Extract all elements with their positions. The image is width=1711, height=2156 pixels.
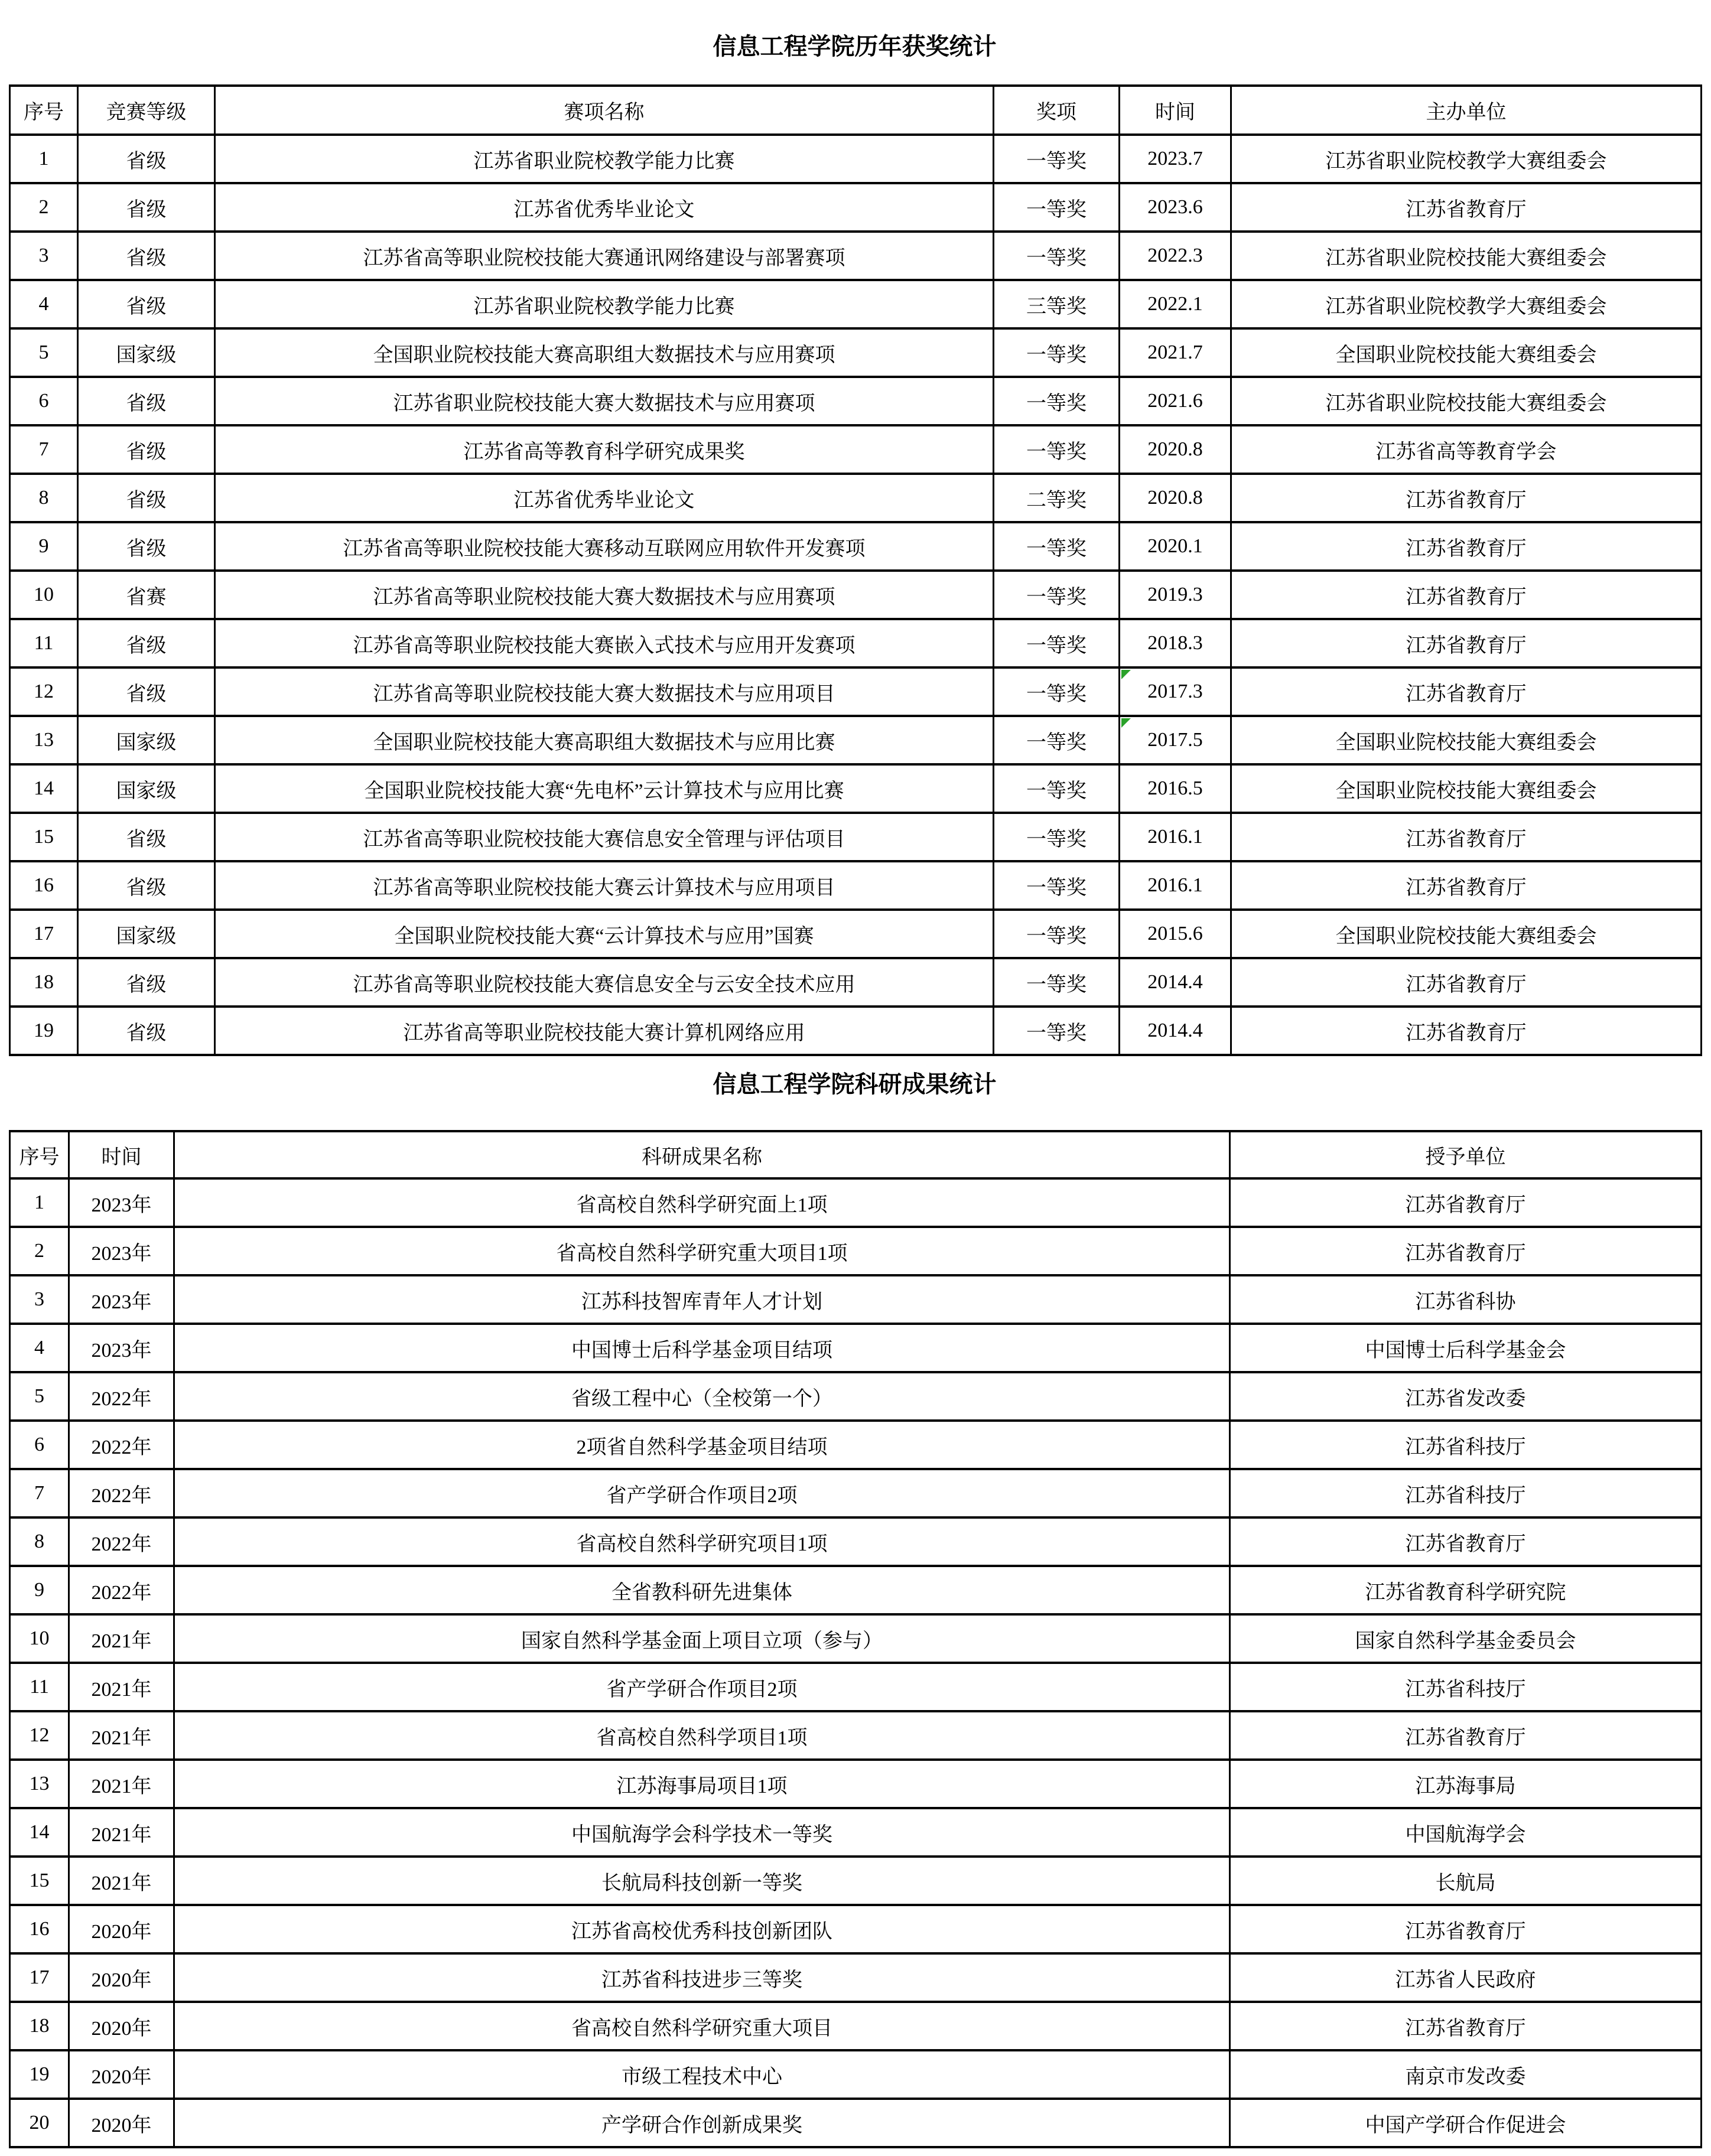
table-cell: 江苏省科技厅 — [1231, 1470, 1702, 1519]
table-cell: 13 — [11, 717, 79, 766]
table-cell: 2020年 — [70, 2100, 175, 2148]
table-cell: 6 — [11, 378, 79, 426]
table-row — [11, 1470, 1702, 1519]
table-cell: 省级 — [79, 1008, 216, 1056]
table-cell: 江苏省科技厅 — [1231, 1422, 1702, 1470]
table-cell: 2021.7 — [1120, 330, 1232, 378]
table-cell: 16 — [11, 1906, 70, 1955]
table-cell: 12 — [11, 669, 79, 717]
table-cell: 江苏海事局项目1项 — [175, 1761, 1231, 1809]
table-cell: 江苏省高等教育科学研究成果奖 — [216, 426, 994, 475]
table-cell: 1 — [11, 136, 79, 184]
table-cell: 2017.3 — [1120, 669, 1232, 717]
table-cell: 省高校自然科学研究重大项目 — [175, 2003, 1231, 2051]
table-cell: 江苏省教育厅 — [1231, 1180, 1702, 1228]
table-cell: 江苏省高等职业院校技能大赛移动互联网应用软件开发赛项 — [216, 523, 994, 572]
table-cell: 8 — [11, 475, 79, 523]
table-cell: 省级 — [79, 184, 216, 233]
table-cell: 省产学研合作项目2项 — [175, 1470, 1231, 1519]
table-cell: 省级 — [79, 959, 216, 1008]
table-row — [11, 136, 1702, 184]
table-row — [11, 766, 1702, 814]
table-row — [11, 1519, 1702, 1567]
table-cell: 一等奖 — [994, 669, 1120, 717]
table-row — [11, 523, 1702, 572]
table-row — [11, 378, 1702, 426]
table-cell: 一等奖 — [994, 766, 1120, 814]
table-cell: 18 — [11, 959, 79, 1008]
table-cell: 2017.5 — [1120, 717, 1232, 766]
table-cell: 13 — [11, 1761, 70, 1809]
table-cell: 省级 — [79, 523, 216, 572]
table-cell: 2016.5 — [1120, 766, 1232, 814]
table-cell: 2020年 — [70, 1906, 175, 1955]
table-cell: 江苏省教育厅 — [1232, 620, 1702, 669]
table-cell: 2020年 — [70, 2051, 175, 2100]
table-row — [11, 620, 1702, 669]
table-cell: 2022年 — [70, 1519, 175, 1567]
table-row — [11, 1422, 1702, 1470]
table-row — [11, 1858, 1702, 1906]
table-row — [11, 814, 1702, 862]
table-cell: 省级 — [79, 426, 216, 475]
table-cell: 2022.3 — [1120, 233, 1232, 281]
table-cell: 省赛 — [79, 572, 216, 620]
header-cell: 序号 — [11, 87, 79, 136]
table-cell: 2022年 — [70, 1567, 175, 1616]
table-row — [11, 911, 1702, 959]
table-row — [11, 1325, 1702, 1373]
table-cell: 江苏省教育厅 — [1232, 184, 1702, 233]
table-cell: 国家自然科学基金面上项目立项（参与） — [175, 1616, 1231, 1664]
table-row — [11, 475, 1702, 523]
header-cell: 赛项名称 — [216, 87, 994, 136]
table-row — [11, 1276, 1702, 1325]
header-row — [11, 1132, 1702, 1180]
cell-comment-marker-icon — [1121, 718, 1131, 728]
table-cell: 江苏省教育厅 — [1231, 1906, 1702, 1955]
table-row — [11, 2051, 1702, 2100]
table-row — [11, 1906, 1702, 1955]
table-cell: 江苏省教育厅 — [1232, 862, 1702, 911]
header-cell: 科研成果名称 — [175, 1132, 1231, 1180]
table-cell: 全国职业院校技能大赛组委会 — [1232, 330, 1702, 378]
research-table-title: 信息工程学院科研成果统计 — [713, 1071, 997, 1097]
table-cell: 2021年 — [70, 1616, 175, 1664]
table-cell: 省高校自然科学研究项目1项 — [175, 1519, 1231, 1567]
table-cell: 12 — [11, 1712, 70, 1761]
table-cell: 1 — [11, 1180, 70, 1228]
table-cell: 2020.8 — [1120, 475, 1232, 523]
table-cell: 2019.3 — [1120, 572, 1232, 620]
table-cell: 一等奖 — [994, 378, 1120, 426]
table-cell: 江苏省高等职业院校技能大赛大数据技术与应用项目 — [216, 669, 994, 717]
table-cell: 一等奖 — [994, 862, 1120, 911]
table-cell: 江苏省职业院校教学能力比赛 — [216, 281, 994, 330]
table-cell: 江苏省高校优秀科技创新团队 — [175, 1906, 1231, 1955]
table-cell: 2021年 — [70, 1858, 175, 1906]
table-cell: 2021年 — [70, 1809, 175, 1858]
table-cell: 2015.6 — [1120, 911, 1232, 959]
table-row — [11, 1809, 1702, 1858]
table-row — [11, 281, 1702, 330]
table-cell: 5 — [11, 330, 79, 378]
table-cell: 省级 — [79, 281, 216, 330]
table-cell: 10 — [11, 1616, 70, 1664]
table-cell: 2014.4 — [1120, 959, 1232, 1008]
table-cell: 江苏省教育厅 — [1231, 1519, 1702, 1567]
table-cell: 市级工程技术中心 — [175, 2051, 1231, 2100]
table-cell: 一等奖 — [994, 184, 1120, 233]
header-cell: 时间 — [1120, 87, 1232, 136]
table-row — [11, 1616, 1702, 1664]
table-cell: 江苏省职业院校技能大赛大数据技术与应用赛项 — [216, 378, 994, 426]
table-cell: 17 — [11, 1955, 70, 2003]
table-cell: 一等奖 — [994, 620, 1120, 669]
table-cell: 江苏省优秀毕业论文 — [216, 475, 994, 523]
table-cell: 2023年 — [70, 1276, 175, 1325]
table-cell: 2023年 — [70, 1228, 175, 1276]
table-cell: 江苏省高等职业院校技能大赛计算机网络应用 — [216, 1008, 994, 1056]
table-cell: 8 — [11, 1519, 70, 1567]
table-cell: 11 — [11, 1664, 70, 1712]
table-cell: 江苏科技智库青年人才计划 — [175, 1276, 1231, 1325]
table-cell: 14 — [11, 1809, 70, 1858]
table-cell: 江苏省高等职业院校技能大赛信息安全管理与评估项目 — [216, 814, 994, 862]
table-row — [11, 1712, 1702, 1761]
table-cell: 7 — [11, 1470, 70, 1519]
header-cell: 时间 — [70, 1132, 175, 1180]
table-cell: 国家自然科学基金委员会 — [1231, 1616, 1702, 1664]
table-cell: 二等奖 — [994, 475, 1120, 523]
table-cell: 省级 — [79, 669, 216, 717]
table-cell: 江苏省高等教育学会 — [1232, 426, 1702, 475]
table-cell: 省级工程中心（全校第一个） — [175, 1373, 1231, 1422]
table-cell: 南京市发改委 — [1231, 2051, 1702, 2100]
table-cell: 9 — [11, 523, 79, 572]
table-cell: 中国产学研合作促进会 — [1231, 2100, 1702, 2148]
table-cell: 三等奖 — [994, 281, 1120, 330]
table-cell: 全国职业院校技能大赛组委会 — [1232, 717, 1702, 766]
table-cell: 3 — [11, 1276, 70, 1325]
table-cell: 江苏省发改委 — [1231, 1373, 1702, 1422]
header-cell: 奖项 — [994, 87, 1120, 136]
table-cell: 2020年 — [70, 2003, 175, 2051]
table-row — [11, 330, 1702, 378]
table-cell: 中国博士后科学基金项目结项 — [175, 1325, 1231, 1373]
header-cell: 授予单位 — [1231, 1132, 1702, 1180]
table-cell: 中国博士后科学基金会 — [1231, 1325, 1702, 1373]
table-row — [11, 2003, 1702, 2051]
table-cell: 江苏海事局 — [1231, 1761, 1702, 1809]
table-cell: 省级 — [79, 620, 216, 669]
table-cell: 全国职业院校技能大赛高职组大数据技术与应用赛项 — [216, 330, 994, 378]
header-cell: 序号 — [11, 1132, 70, 1180]
table-cell: 2020年 — [70, 1955, 175, 2003]
table-cell: 全省教科研先进集体 — [175, 1567, 1231, 1616]
table-cell: 一等奖 — [994, 572, 1120, 620]
table-cell: 江苏省科技厅 — [1231, 1664, 1702, 1712]
table-row — [11, 1373, 1702, 1422]
table-cell: 2016.1 — [1120, 814, 1232, 862]
table-cell: 江苏省高等职业院校技能大赛云计算技术与应用项目 — [216, 862, 994, 911]
table-row — [11, 426, 1702, 475]
awards-table-title: 信息工程学院历年获奖统计 — [713, 33, 997, 60]
table-row — [11, 717, 1702, 766]
table-cell: 江苏省教育厅 — [1231, 1228, 1702, 1276]
table-cell: 一等奖 — [994, 233, 1120, 281]
table-cell: 省级 — [79, 378, 216, 426]
table-cell: 一等奖 — [994, 1008, 1120, 1056]
table-row — [11, 2100, 1702, 2148]
table-cell: 省级 — [79, 233, 216, 281]
table-cell: 国家级 — [79, 717, 216, 766]
table-row — [11, 184, 1702, 233]
table-cell: 19 — [11, 2051, 70, 2100]
table-cell: 江苏省职业院校教学能力比赛 — [216, 136, 994, 184]
table-cell: 18 — [11, 2003, 70, 2051]
table-row — [11, 1008, 1702, 1056]
table-cell: 中国航海学会 — [1231, 1809, 1702, 1858]
header-row — [11, 87, 1702, 136]
table-cell: 20 — [11, 2100, 70, 2148]
table-cell: 国家级 — [79, 766, 216, 814]
table-cell: 江苏省教育厅 — [1232, 523, 1702, 572]
header-cell: 竞赛等级 — [79, 87, 216, 136]
table-cell: 江苏省教育厅 — [1232, 959, 1702, 1008]
table-cell: 江苏省高等职业院校技能大赛通讯网络建设与部署赛项 — [216, 233, 994, 281]
table-cell: 江苏省职业院校技能大赛组委会 — [1232, 233, 1702, 281]
table-cell: 2项省自然科学基金项目结项 — [175, 1422, 1231, 1470]
table-cell: 2023年 — [70, 1325, 175, 1373]
table-cell: 一等奖 — [994, 717, 1120, 766]
table-cell: 江苏省科技进步三等奖 — [175, 1955, 1231, 2003]
table-cell: 江苏省教育厅 — [1232, 669, 1702, 717]
table-cell: 中国航海学会科学技术一等奖 — [175, 1809, 1231, 1858]
table-cell: 江苏省教育厅 — [1232, 475, 1702, 523]
table-cell: 15 — [11, 1858, 70, 1906]
table-cell: 2016.1 — [1120, 862, 1232, 911]
table-cell: 14 — [11, 766, 79, 814]
table-cell: 10 — [11, 572, 79, 620]
table-cell: 江苏省职业院校教学大赛组委会 — [1232, 281, 1702, 330]
table-cell: 4 — [11, 1325, 70, 1373]
table-cell: 16 — [11, 862, 79, 911]
table-cell: 国家级 — [79, 330, 216, 378]
table-cell: 长航局科技创新一等奖 — [175, 1858, 1231, 1906]
table-cell: 省产学研合作项目2项 — [175, 1664, 1231, 1712]
table-row — [11, 233, 1702, 281]
table-cell: 江苏省高等职业院校技能大赛嵌入式技术与应用开发赛项 — [216, 620, 994, 669]
table-cell: 2021年 — [70, 1664, 175, 1712]
table-row — [11, 1567, 1702, 1616]
table-cell: 2023.7 — [1120, 136, 1232, 184]
table-cell: 国家级 — [79, 911, 216, 959]
table-row — [11, 1180, 1702, 1228]
table-cell: 17 — [11, 911, 79, 959]
table-row — [11, 1761, 1702, 1809]
table-cell: 江苏省高等职业院校技能大赛信息安全与云安全技术应用 — [216, 959, 994, 1008]
table-row — [11, 1955, 1702, 2003]
table-cell: 全国职业院校技能大赛高职组大数据技术与应用比赛 — [216, 717, 994, 766]
table-cell: 2022年 — [70, 1373, 175, 1422]
table-cell: 19 — [11, 1008, 79, 1056]
table-row — [11, 959, 1702, 1008]
table-cell: 省高校自然科学研究面上1项 — [175, 1180, 1231, 1228]
table-row — [11, 862, 1702, 911]
table-row — [11, 1228, 1702, 1276]
table-row — [11, 669, 1702, 717]
table-cell: 2023年 — [70, 1180, 175, 1228]
table-cell: 江苏省高等职业院校技能大赛大数据技术与应用赛项 — [216, 572, 994, 620]
table-cell: 2023.6 — [1120, 184, 1232, 233]
table-cell: 一等奖 — [994, 426, 1120, 475]
table-cell: 2014.4 — [1120, 1008, 1232, 1056]
table-cell: 2 — [11, 184, 79, 233]
table-cell: 4 — [11, 281, 79, 330]
cell-comment-marker-icon — [1121, 670, 1131, 679]
table-cell: 15 — [11, 814, 79, 862]
table-cell: 11 — [11, 620, 79, 669]
table-cell: 江苏省教育科学研究院 — [1231, 1567, 1702, 1616]
table-cell: 江苏省优秀毕业论文 — [216, 184, 994, 233]
table-cell: 省级 — [79, 475, 216, 523]
table-row — [11, 572, 1702, 620]
table-cell: 2022.1 — [1120, 281, 1232, 330]
table-cell: 省级 — [79, 136, 216, 184]
table-cell: 5 — [11, 1373, 70, 1422]
table-cell: 省级 — [79, 862, 216, 911]
table-cell: 全国职业院校技能大赛组委会 — [1232, 766, 1702, 814]
table-cell: 2020.1 — [1120, 523, 1232, 572]
table-cell: 2022年 — [70, 1470, 175, 1519]
table-cell: 2018.3 — [1120, 620, 1232, 669]
table-cell: 江苏省教育厅 — [1231, 1712, 1702, 1761]
table-cell: 2 — [11, 1228, 70, 1276]
table-cell: 省级 — [79, 814, 216, 862]
table-cell: 3 — [11, 233, 79, 281]
table-cell: 江苏省职业院校技能大赛组委会 — [1232, 378, 1702, 426]
research-table — [9, 1130, 1702, 2148]
table-cell: 全国职业院校技能大赛“云计算技术与应用”国赛 — [216, 911, 994, 959]
table-cell: 省高校自然科学研究重大项目1项 — [175, 1228, 1231, 1276]
table-cell: 江苏省教育厅 — [1232, 814, 1702, 862]
table-cell: 2021.6 — [1120, 378, 1232, 426]
table-cell: 一等奖 — [994, 814, 1120, 862]
table-cell: 全国职业院校技能大赛“先电杯”云计算技术与应用比赛 — [216, 766, 994, 814]
table-cell: 2020.8 — [1120, 426, 1232, 475]
table-cell: 2022年 — [70, 1422, 175, 1470]
table-cell: 江苏省教育厅 — [1232, 1008, 1702, 1056]
table-cell: 一等奖 — [994, 959, 1120, 1008]
table-cell: 长航局 — [1231, 1858, 1702, 1906]
table-cell: 产学研合作创新成果奖 — [175, 2100, 1231, 2148]
table-cell: 一等奖 — [994, 911, 1120, 959]
table-cell: 2021年 — [70, 1761, 175, 1809]
table-cell: 江苏省人民政府 — [1231, 1955, 1702, 2003]
table-cell: 江苏省科协 — [1231, 1276, 1702, 1325]
table-cell: 一等奖 — [994, 523, 1120, 572]
table-cell: 2021年 — [70, 1712, 175, 1761]
table-cell: 6 — [11, 1422, 70, 1470]
table-cell: 7 — [11, 426, 79, 475]
table-row — [11, 1664, 1702, 1712]
table-cell: 一等奖 — [994, 136, 1120, 184]
table-cell: 全国职业院校技能大赛组委会 — [1232, 911, 1702, 959]
table-cell: 江苏省教育厅 — [1232, 572, 1702, 620]
header-cell: 主办单位 — [1232, 87, 1702, 136]
table-cell: 9 — [11, 1567, 70, 1616]
table-cell: 江苏省教育厅 — [1231, 2003, 1702, 2051]
awards-table — [9, 84, 1702, 1056]
table-cell: 省高校自然科学项目1项 — [175, 1712, 1231, 1761]
table-cell: 一等奖 — [994, 330, 1120, 378]
table-cell: 江苏省职业院校教学大赛组委会 — [1232, 136, 1702, 184]
